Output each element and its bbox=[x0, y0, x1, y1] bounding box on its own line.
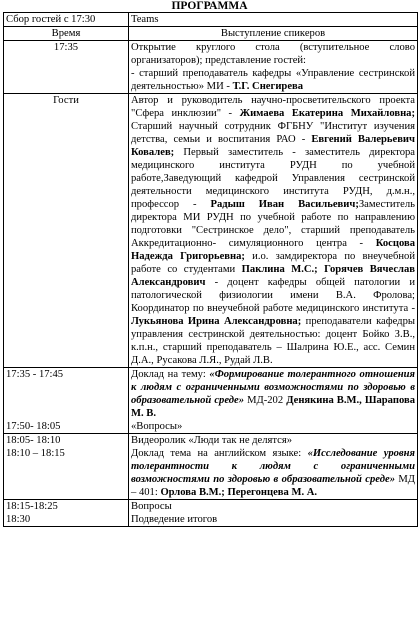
report-group: МД-202 bbox=[244, 395, 287, 406]
table-row bbox=[4, 94, 418, 368]
questions-text: «Вопросы» bbox=[131, 421, 183, 432]
guest-name: Косцова Надежда Григорьевна; bbox=[131, 238, 415, 262]
opening-text: Открытие круглого стола (вступительное слово организаторов); представление гостей: bbox=[131, 42, 415, 66]
host-name: Т.Г. Снегирева bbox=[232, 81, 304, 92]
speakers-header: Выступление спикеров bbox=[129, 27, 418, 41]
table-row bbox=[4, 41, 418, 94]
video-text: Видеоролик «Люди так не делятся» bbox=[131, 435, 293, 446]
report-text bbox=[131, 368, 415, 420]
report-group: МД – 401: bbox=[131, 474, 416, 498]
host-role: - старший преподаватель кафедры «Управление сестринской деятельностью» МИ - bbox=[131, 68, 415, 92]
report-topic: «Исследование уровня толерантности к людям с ограниченными возможностями по здоровью в образовательной среде» bbox=[131, 448, 415, 485]
guest-text: Заместитель директора МИ РУДН по учебной работе по направлению подготовки "Сестринское дело", старший преподаватель Аккредитационно- симуляционного центра - bbox=[131, 199, 415, 249]
host-text bbox=[131, 67, 415, 93]
summary-text: Подведение итогов bbox=[131, 514, 218, 525]
time-cell bbox=[4, 368, 129, 434]
english-report-text bbox=[131, 447, 415, 499]
page-title: ПРОГРАММА bbox=[171, 0, 248, 12]
table-row bbox=[4, 500, 418, 527]
time-summary: 18:30 bbox=[6, 514, 31, 525]
table-row bbox=[4, 368, 418, 434]
report-topic: «Формирование толерантного отношения к людям с ограниченными возможностями по здоровью в образовательной среде» bbox=[131, 369, 415, 406]
guest-name: Евгений Валерьевич Ковалев; bbox=[131, 134, 416, 158]
time-header: Время bbox=[4, 27, 129, 41]
time-questions: 18:15-18:25 bbox=[6, 501, 58, 512]
guest-text: преподаватели кафедры управления сестринской деятельностью: доцент Бойко З.В., к.п.н., старший преподаватель – Шалрина Ю.Е., асс. Семин Д.А., Русакова Л.Я., Рудай Л.В. bbox=[131, 316, 415, 366]
guests-label: Гости bbox=[4, 94, 129, 368]
report-cell bbox=[129, 434, 418, 500]
time-cell bbox=[4, 500, 129, 527]
report-cell bbox=[129, 368, 418, 434]
table-row bbox=[4, 434, 418, 500]
program-table bbox=[3, 12, 418, 527]
report-intro: Доклад тема на английском языке: bbox=[131, 448, 308, 459]
guest-name: Жимаева Екатерина Михайловна; bbox=[239, 108, 415, 119]
questions-text: Вопросы bbox=[131, 501, 172, 512]
opening-cell bbox=[129, 41, 418, 94]
closing-cell bbox=[129, 500, 418, 527]
guest-name: Радыш Иван Васильевич; bbox=[210, 199, 359, 210]
time-report: 18:10 – 18:15 bbox=[6, 448, 65, 459]
report-authors: Денякина В.М., Шарапова М. В. bbox=[131, 395, 415, 419]
guests-cell bbox=[129, 94, 418, 368]
guest-text: Автор и руководитель научно-просветительского проекта "Сфера инклюзии" - bbox=[131, 95, 415, 119]
guest-name: Паклина М.С.; Горячев Вячеслав Александрович bbox=[131, 264, 415, 288]
time-cell: 17:35 bbox=[4, 41, 129, 94]
report-intro: Доклад на тему: bbox=[131, 369, 210, 380]
time-video: 18:05- 18:10 bbox=[6, 435, 61, 446]
text-cell: Teams bbox=[129, 13, 418, 27]
time-cell: Сбор гостей с 17:30 bbox=[4, 13, 129, 27]
guest-text: Первый заместитель - заместитель директора медицинского института РУДН по учебной работе,Заведующий кафедрой Управления сестринской деятельности медицинского института РУДН, д.м.н., профессор - bbox=[131, 147, 415, 210]
guest-text: Старший научный сотрудник ФГБНУ "Институт изучения детства, семьи и воспитания РАО - bbox=[131, 121, 415, 145]
time-cell bbox=[4, 434, 129, 500]
time-start: 17:35 - 17:45 bbox=[6, 369, 64, 380]
guest-name: Лукьянова Ирина Александровна; bbox=[131, 316, 302, 327]
table-row bbox=[4, 13, 418, 27]
time-questions: 17:50- 18:05 bbox=[6, 421, 61, 432]
guest-text: и.о. замдиректора по внеучебной работе со студентами bbox=[131, 251, 416, 275]
table-row bbox=[4, 27, 418, 41]
guest-text: - доцент кафедры общей патологии и патологической физиологии имени В.А. Фролова; Координатор по внеучебной работе медицинского института - bbox=[131, 277, 415, 314]
report-authors: Орлова В.М.; Перегонцева М. А. bbox=[160, 487, 318, 498]
